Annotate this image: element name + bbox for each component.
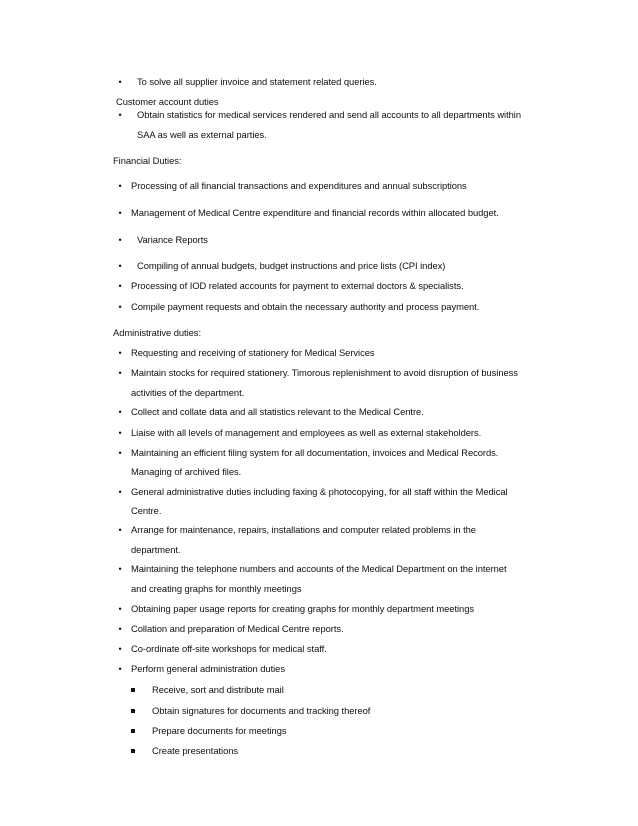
- customer-item-line2: SAA as well as external parties.: [137, 129, 267, 140]
- admin-heading: Administrative duties:: [113, 327, 201, 338]
- financial-item: Compiling of annual budgets, budget instructions and price lists (CPI index): [137, 260, 446, 271]
- admin-item: Obtaining paper usage reports for creating graphs for monthly department meetings: [131, 603, 475, 614]
- admin-item: General administrative duties including faxing & photocopying, for all staff within the Medical: [131, 486, 508, 497]
- admin-item: Liaise with all levels of management and employees as well as external stakeholders.: [131, 427, 482, 438]
- admin-item: Collect and collate data and all statistics relevant to the Medical Centre.: [131, 406, 424, 417]
- admin-item: Maintaining an efficient filing system for all documentation, invoices and Medical Records.: [131, 447, 499, 458]
- bullet-icon: •: [118, 110, 122, 120]
- bullet-icon: •: [118, 77, 122, 87]
- admin-item: Requesting and receiving of stationery for Medical Services: [131, 347, 375, 358]
- square-bullet-icon: [131, 749, 135, 753]
- bullet-icon: •: [118, 487, 122, 497]
- admin-item: Arrange for maintenance, repairs, installations and computer related problems in the: [131, 524, 476, 535]
- bullet-icon: •: [118, 407, 122, 417]
- sub-item: Prepare documents for meetings: [152, 725, 287, 736]
- financial-item: Processing of IOD related accounts for payment to external doctors & specialists.: [131, 280, 464, 291]
- sub-item: Create presentations: [152, 745, 239, 756]
- financial-item: Management of Medical Centre expenditure and financial records within allocated budget.: [131, 207, 499, 218]
- bullet-icon: •: [118, 624, 122, 634]
- square-bullet-icon: [131, 709, 135, 713]
- admin-item: Collation and preparation of Medical Centre reports.: [131, 623, 344, 634]
- admin-item: Perform general administration duties: [131, 663, 285, 674]
- customer-heading: Customer account duties: [116, 96, 219, 107]
- admin-item: Maintain stocks for required stationery. Timorous replenishment to avoid disruption of business: [131, 367, 518, 378]
- bullet-icon: •: [118, 181, 122, 191]
- bullet-icon: •: [118, 261, 122, 271]
- financial-item: Compile payment requests and obtain the necessary authority and process payment.: [131, 301, 480, 312]
- bullet-icon: •: [118, 448, 122, 458]
- bullet-icon: •: [118, 368, 122, 378]
- admin-item-cont: Managing of archived files.: [131, 466, 242, 477]
- bullet-icon: •: [118, 664, 122, 674]
- admin-item: Maintaining the telephone numbers and accounts of the Medical Department on the internet: [131, 563, 507, 574]
- bullet-icon: •: [118, 644, 122, 654]
- admin-item: Co-ordinate off-site workshops for medical staff.: [131, 643, 327, 654]
- financial-item: Variance Reports: [137, 234, 208, 245]
- bullet-icon: •: [118, 348, 122, 358]
- sub-item: Receive, sort and distribute mail: [152, 684, 284, 695]
- bullet-icon: •: [118, 604, 122, 614]
- bullet-icon: •: [118, 235, 122, 245]
- admin-item-cont: and creating graphs for monthly meetings: [131, 583, 302, 594]
- customer-item-line1: Obtain statistics for medical services rendered and send all accounts to all departments within: [137, 109, 521, 120]
- financial-heading: Financial Duties:: [113, 155, 182, 166]
- bullet-icon: •: [118, 428, 122, 438]
- bullet-icon: •: [118, 302, 122, 312]
- admin-item-cont: Centre.: [131, 505, 162, 516]
- admin-item-cont: department.: [131, 544, 181, 555]
- intro-item: To solve all supplier invoice and statement related queries.: [137, 76, 377, 87]
- admin-item-cont: activities of the department.: [131, 387, 245, 398]
- sub-item: Obtain signatures for documents and tracking thereof: [152, 705, 371, 716]
- bullet-icon: •: [118, 281, 122, 291]
- financial-item: Processing of all financial transactions and expenditures and annual subscriptions: [131, 180, 467, 191]
- bullet-icon: •: [118, 208, 122, 218]
- square-bullet-icon: [131, 729, 135, 733]
- square-bullet-icon: [131, 688, 135, 692]
- bullet-icon: •: [118, 525, 122, 535]
- bullet-icon: •: [118, 564, 122, 574]
